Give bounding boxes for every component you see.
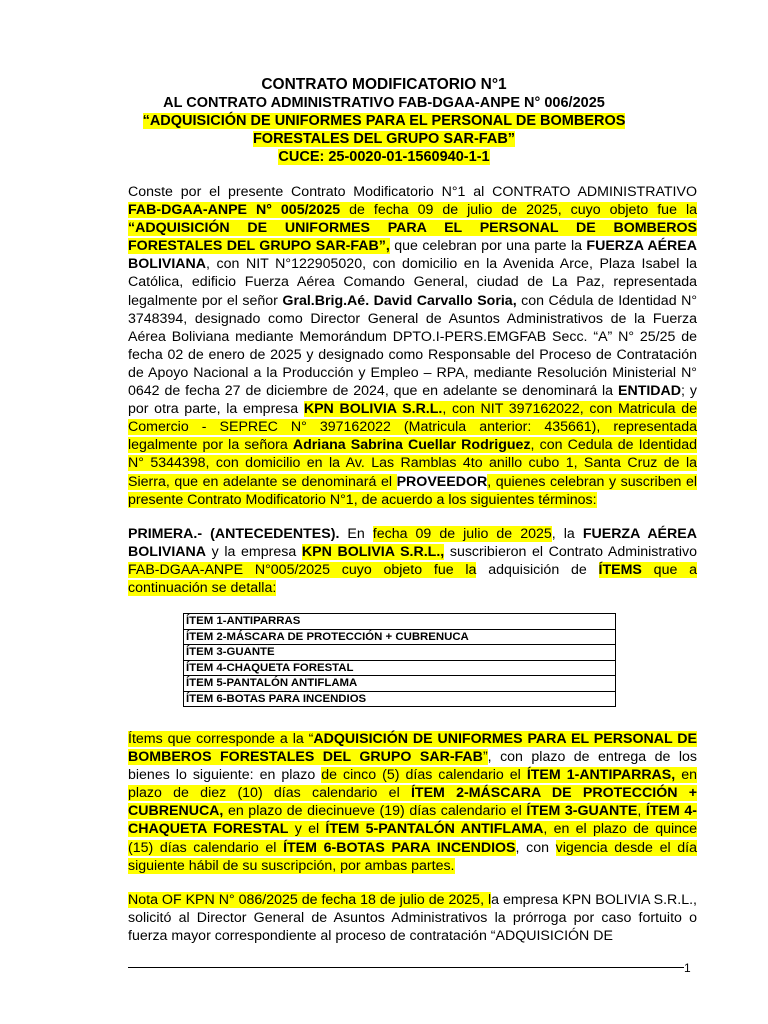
intro-paragraph: Conste por el presente Contrato Modificatorio N°1 al CONTRATO ADMINISTRATIVO FAB-DGAA-ANPE N° 005/2025 de fecha 09 de julio de 2025, cuyo objeto fue la “ADQUISICIÓN DE UNIFORMES PARA EL PERSONAL DE BOMBEROS FORESTALES DEL GRUPO SAR-FAB”, que celebran por una parte la FUERZA AÉREA BOLIVIANA, con NIT N°122905020, con domicilio en la Avenida Arce, Plaza Isabel la Católica, edificio Fuerza Aérea Comando General, ciudad de La Paz, representada legalmente por el señor Gral.Brig.Aé. David Carvallo Soria, con Cédula de Identidad N° 3748394, designado como Director General de Asuntos Administrativos de la Fuerza Aérea Boliviana mediante Memorándum DPTO.I-PERS.EMGFAB Secc. “A” N° 25/25 de fecha 02 de enero de 2025 y designado como Responsable del Proceso de Contratación de Apoyo Nacional a la Producción y Empleo – RPA, mediante Resolución Ministerial N° 0642 de fecha 27 de diciembre de 2024, que en adelante se denominará la ENTIDAD; y por otra parte, la empresa KPN BOLIVIA S.R.L., con NIT 397162022, con Matricula de Comercio - SEPREC N° 397162022 (Matricula anterior: 435661), representada legalmente por la señora Adriana Sabrina Cuellar Rodriguez, con Cedula de Identidad N° 5344398, con domicilio en la Av. Las Ramblas 4to anillo cubo 1, Santa Cruz de la Sierra, que en adelante se denominará el PROVEEDOR, quienes celebran y suscriben el presente Contrato Modificatorio N°1, de acuerdo a los siguientes términos: [128,184,697,508]
contract-object-line1: “ADQUISICIÓN DE UNIFORMES PARA EL PERSONAL DE BOMBEROS [142,113,626,129]
contract-subtitle: AL CONTRATO ADMINISTRATIVO FAB-DGAA-ANPE N° 006/2025 [163,95,605,111]
delivery-terms-paragraph: Ítems que corresponde a la “ADQUISICIÓN DE UNIFORMES PARA EL PERSONAL DE BOMBEROS FORESTALES DEL GRUPO SAR-FAB”, con plazo de entrega de los bienes lo siguiente: en plazo de cinco (5) días calendario el ÍTEM 1-ANTIPARRAS, en plazo de diez (10) días calendario el ÍTEM 2-MÁSCARA DE PROTECCIÓN + CUBRENUCA, en plazo de diecinueve (19) días calendario el ÍTEM 3-GUANTE, ÍTEM 4-CHAQUETA FORESTAL y el ÍTEM 5-PANTALÓN ANTIFLAMA, en el plazo de quince (15) días calendario el ÍTEM 6-BOTAS PARA INCENDIOS, con vigencia desde el día siguiente hábil de su suscripción, por ambas partes. [128,731,698,874]
contract-title: CONTRATO MODIFICATORIO N°1 [261,76,507,93]
note-paragraph: Nota OF KPN N° 086/2025 de fecha 18 de julio de 2025, la empresa KPN BOLIVIA S.R.L., solicitó al Director General de Asuntos Administrativos la prórroga por caso fortuito o fuerza mayor correspondiente al proceso de contratación “ADQUISICIÓN DE [128,892,697,945]
table-row: ÍTEM 1-ANTIPARRAS [184,614,616,630]
table-row: ÍTEM 2-MÁSCARA DE PROTECCIÓN + CUBRENUCA [184,629,616,645]
table-row: ÍTEM 4-CHAQUETA FORESTAL [184,660,616,676]
table-row: ÍTEM 6-BOTAS PARA INCENDIOS [184,691,616,707]
page-number: 1 [684,961,691,975]
items-table [183,613,616,707]
cuce-code: CUCE: 25-0020-01-1560940-1-1 [278,149,490,165]
clause-primera: PRIMERA.- (ANTECEDENTES). En fecha 09 de julio de 2025, la FUERZA AÉREA BOLIVIANA y la empresa KPN BOLIVIA S.R.L., suscribieron el Contrato Administrativo FAB-DGAA-ANPE N°005/2025 cuyo objeto fue la adquisición de ÍTEMS que a continuación se detalla: [128,526,698,597]
table-row: ÍTEM 5-PANTALÓN ANTIFLAMA [184,676,616,692]
contract-object-line2: FORESTALES DEL GRUPO SAR-FAB” [252,131,516,147]
table-row: ÍTEM 3-GUANTE [184,645,616,661]
footer-divider [128,967,684,968]
document-header [0,75,768,166]
